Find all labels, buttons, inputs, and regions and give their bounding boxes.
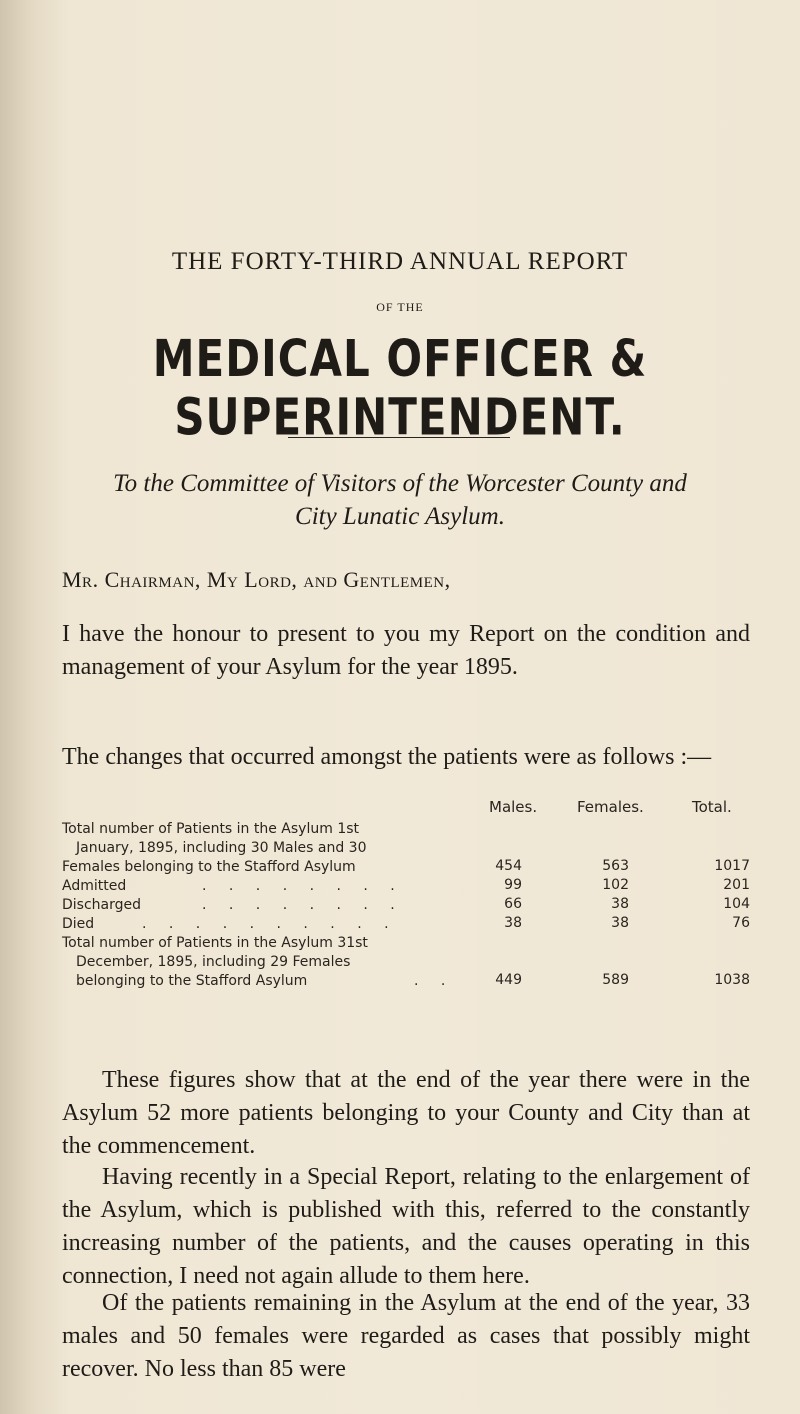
cell-total: 76 [732,915,750,931]
cell-males: 66 [504,896,522,912]
cell-total: 104 [723,896,750,912]
row-label-line: Total number of Patients in the Asylum 31st [62,935,368,951]
cell-females: 102 [602,877,629,893]
report-title: MEDICAL OFFICER & SUPERINTENDENT. [152,329,648,447]
row-label-line: belonging to the Stafford Asylum [76,973,308,989]
row-label [62,915,462,934]
row-label-line: December, 1895, including 29 Females [76,954,351,970]
address-line: City Lunatic Asylum. [295,503,505,530]
row-label [62,934,462,991]
row-label-line: Females belonging to the Stafford Asylum [62,859,356,875]
salutation: Mr. Chairman, My Lord, and Gentlemen, [62,567,451,592]
column-header-total: Total. [692,798,732,816]
leader-dots: . . . . . . . . [202,878,404,894]
paragraph-figures: These figures show that at the end of the year there were in the Asylum 52 more patients belonging to your County and City than at the commencement. [62,1067,750,1159]
cell-total: 1038 [714,972,750,988]
leader-dots: . . [414,973,455,989]
leader-dots: . . . . . . . . . . [142,916,398,932]
cell-males: 99 [504,877,522,893]
paragraph-intro: I have the honour to present to you my Report on the condition and management of your Asylum for the year 1895. [62,621,750,680]
title-divider [288,437,510,438]
cell-total: 1017 [714,858,750,874]
row-label [62,896,462,915]
column-header-males: Males. [489,798,538,816]
leader-dots: . . . . . . . . [202,897,404,913]
cell-females: 38 [611,896,629,912]
report-heading: THE FORTY-THIRD ANNUAL REPORT [171,248,629,275]
paragraph-changes: The changes that occurred amongst the patients were as follows :— [62,744,712,770]
row-label-line: Total number of Patients in the Asylum 1st [62,821,360,837]
cell-females: 563 [602,858,629,874]
cell-total: 201 [723,877,750,893]
row-label-line: Discharged [62,897,142,913]
row-label [62,877,462,896]
cell-females: 38 [611,915,629,931]
cell-males: 449 [495,972,522,988]
address-block [100,467,700,533]
cell-females: 589 [602,972,629,988]
address-line: To the Committee of Visitors of the Worcester County and [113,470,687,497]
column-header-females: Females. [577,798,644,816]
paragraph-remaining: Of the patients remaining in the Asylum at the end of the year, 33 males and 50 females were regarded as cases that possibly might recover. No less than 85 were [62,1290,750,1382]
row-label-line: January, 1895, including 30 Males and 30 [76,840,367,856]
row-label-line: Died [62,916,95,932]
row-label-line: Admitted [62,878,127,894]
cell-males: 38 [504,915,522,931]
report-subheading: OF THE [376,300,424,314]
row-label [62,820,462,877]
paragraph-special-report: Having recently in a Special Report, relating to the enlargement of the Asylum, which is published with this, referred to the constantly increasing number of the patients, and the causes operating in this connection, I need not again allude to them here. [62,1164,750,1289]
cell-males: 454 [495,858,522,874]
